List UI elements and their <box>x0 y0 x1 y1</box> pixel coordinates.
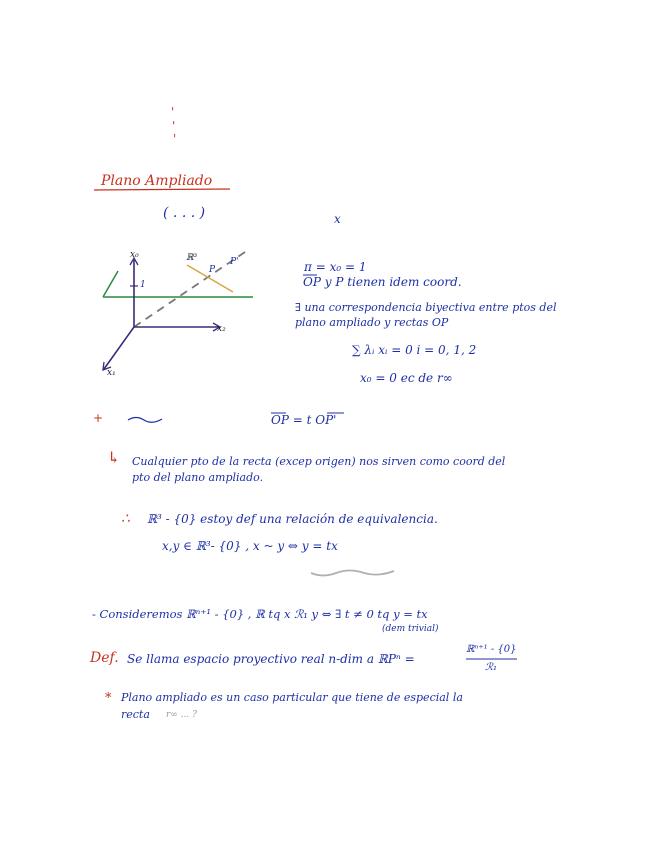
point-p-label: P <box>209 265 216 275</box>
section-title: Plano Ampliado <box>101 173 213 189</box>
note-line-4: plano ampliado y rectas OP <box>295 316 449 329</box>
arrow-icon: ↳ <box>107 448 121 467</box>
fraction-denominator: ℛ₁ <box>485 662 497 673</box>
equivalence-line-2: x,y ∈ ℝ³- {0} , x ~ y ⇔ y = tx <box>162 539 338 553</box>
dot-mark: ' <box>171 105 175 119</box>
star-note-line-2: recta <box>121 708 150 721</box>
definition-label: Def. <box>90 650 119 666</box>
gray-scribble <box>311 571 394 576</box>
consider-note: (dem trivial) <box>382 624 439 634</box>
op-equation: OP = t OP' <box>271 413 337 427</box>
star-note-faint: r∞ ... ? <box>166 710 197 720</box>
title-underline <box>94 189 230 190</box>
note-line-6: x₀ = 0 ec de r∞ <box>360 371 453 385</box>
note-line-5: ∑ λᵢ xᵢ = 0 i = 0, 1, 2 <box>352 343 477 357</box>
title-subtitle: ( . . . ) <box>163 205 206 221</box>
axis-x2-label: x₂ <box>217 324 226 334</box>
point-p2-label: P' <box>230 257 239 267</box>
consider-line: - Consideremos ℝⁿ⁺¹ - {0} , ℝ tq x ℛ₁ y ⇔ ∃ t ≠ 0 tq y = tx <box>92 607 428 621</box>
equivalence-line-1: ℝ³ - {0} estoy def una relación de equivalencia. <box>147 512 438 526</box>
note-line-3: ∃ una correspondencia biyectiva entre ptos del <box>295 301 557 314</box>
space-label: ℝ³ <box>186 253 198 263</box>
wave-mark <box>128 418 162 423</box>
plane-edge <box>103 271 118 297</box>
axis-x1-label: x₁ <box>107 368 116 378</box>
definition-text: Se llama espacio proyectivo real n-dim a ℝPⁿ = <box>127 652 415 666</box>
star-note-line-1: Plano ampliado es un caso particular que tiene de especial la <box>121 691 463 704</box>
dot-mark: ' <box>172 119 176 133</box>
dot-mark: ' <box>173 132 177 146</box>
note-line-2: OP y P tienen idem coord. <box>303 275 462 289</box>
note-line-1: π = x₀ = 1 <box>304 260 367 274</box>
fraction-numerator: ℝⁿ⁺¹ - {0} <box>466 644 517 655</box>
axis-x1 <box>104 327 134 369</box>
therefore-icon: ∴ <box>121 511 130 527</box>
plus-mark: + <box>93 411 104 425</box>
arrow-note-line-2: pto del plano ampliado. <box>132 471 264 484</box>
star-icon: * <box>105 691 112 706</box>
stray-mark: x <box>334 212 341 226</box>
tick-label: 1 <box>140 280 146 290</box>
arrow-note-line-1: Cualquier pto de la recta (excep origen) nos sirven como coord del <box>132 455 506 468</box>
axis-x0-label: x₀ <box>130 250 139 260</box>
